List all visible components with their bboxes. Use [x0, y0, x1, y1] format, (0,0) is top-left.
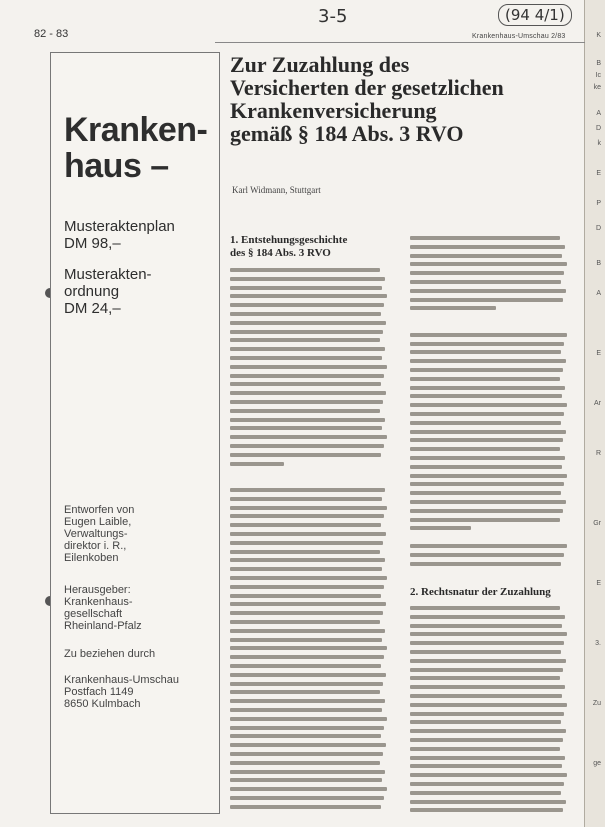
illegible-text-line — [230, 286, 382, 290]
illegible-text-line — [410, 430, 566, 434]
illegible-text-line — [410, 236, 560, 240]
illegible-text-line — [410, 615, 565, 619]
handwritten-stamp: (94 4/1) — [498, 4, 572, 26]
illegible-text-line — [230, 330, 383, 334]
illegible-text-line — [230, 558, 385, 562]
illegible-text-line — [230, 594, 381, 598]
illegible-text-line — [230, 664, 381, 668]
section-heading-2: 2. Rechtsnatur der Zuzahlung — [410, 586, 551, 598]
illegible-text-line — [230, 717, 387, 721]
illegible-text-line — [410, 386, 565, 390]
illegible-text-line — [410, 694, 562, 698]
illegible-text-line — [410, 368, 563, 372]
illegible-text-line — [410, 377, 560, 381]
illegible-text-line — [230, 743, 386, 747]
illegible-text-line — [410, 438, 563, 442]
illegible-text-line — [410, 808, 563, 812]
illegible-text-line — [230, 462, 284, 466]
illegible-text-line — [410, 606, 560, 610]
illegible-text-line — [410, 668, 563, 672]
illegible-text-line — [410, 245, 565, 249]
illegible-text-line — [230, 321, 386, 325]
running-head: Krankenhaus-Umschau 2/83 — [472, 33, 566, 40]
illegible-text-line — [410, 456, 565, 460]
illegible-text-line — [410, 509, 563, 513]
illegible-text-line — [410, 624, 562, 628]
illegible-text-line — [410, 526, 471, 530]
illegible-text-line — [410, 676, 560, 680]
illegible-text-line — [230, 435, 387, 439]
section-heading-1: 1. Entstehungsgeschichte des § 184 Abs. 3 RVO — [230, 234, 348, 259]
illegible-text-line — [230, 620, 380, 624]
illegible-text-line — [410, 412, 564, 416]
illegible-text-line — [230, 690, 380, 694]
illegible-text-line — [410, 280, 561, 284]
illegible-text-line — [230, 646, 387, 650]
illegible-text-line — [410, 773, 567, 777]
illegible-text-line — [230, 338, 380, 342]
ad-offer-plan: Musteraktenplan DM 98,– — [64, 218, 175, 252]
illegible-text-line — [230, 488, 385, 492]
illegible-text-line — [410, 254, 562, 258]
illegible-text-line — [230, 682, 383, 686]
illegible-text-line — [410, 465, 562, 469]
illegible-text-line — [410, 350, 561, 354]
illegible-text-line — [230, 778, 382, 782]
illegible-text-line — [410, 729, 566, 733]
illegible-text-line — [410, 800, 566, 804]
illegible-text-line — [230, 391, 386, 395]
illegible-text-line — [230, 770, 385, 774]
illegible-text-line — [410, 421, 561, 425]
illegible-text-line — [410, 782, 564, 786]
illegible-text-line — [410, 359, 566, 363]
illegible-text-line — [410, 562, 561, 566]
illegible-text-line — [410, 394, 562, 398]
illegible-text-line — [410, 632, 567, 636]
illegible-text-line — [230, 611, 383, 615]
illegible-text-line — [410, 747, 560, 751]
illegible-text-line — [230, 347, 385, 351]
illegible-text-line — [410, 518, 560, 522]
illegible-text-line — [230, 673, 386, 677]
illegible-text-line — [410, 764, 562, 768]
illegible-text-line — [230, 699, 385, 703]
illegible-text-line — [230, 312, 381, 316]
illegible-text-line — [230, 752, 383, 756]
handwritten-note: 3-5 — [318, 6, 348, 27]
illegible-text-line — [410, 342, 564, 346]
illegible-text-line — [230, 374, 384, 378]
illegible-text-line — [230, 426, 382, 430]
illegible-text-line — [410, 712, 564, 716]
illegible-text-line — [230, 550, 380, 554]
illegible-text-line — [410, 720, 561, 724]
handwritten-page-ref: 82 - 83 — [34, 28, 69, 40]
illegible-text-line — [230, 602, 386, 606]
adjacent-page-edge: K B Ic ke A D k E P D B A E Ar R Gr E 3. Zu ge — [584, 0, 605, 827]
ad-address: Krankenhaus-Umschau Postfach 1149 8650 Kulmbach — [64, 674, 179, 710]
article-title: Zur Zuzahlung des Versicherten der gesetzlichen Krankenversicherung gemäß § 184 Abs. 3 RVO — [230, 52, 504, 146]
ad-offer-order: Musterakten- ordnung DM 24,– — [64, 266, 152, 317]
illegible-text-line — [410, 491, 561, 495]
illegible-text-line — [230, 655, 384, 659]
illegible-text-line — [410, 703, 567, 707]
illegible-text-line — [230, 268, 380, 272]
article-column-1 — [230, 268, 388, 816]
article-column-2-top — [410, 236, 568, 572]
illegible-text-line — [410, 659, 566, 663]
illegible-text-line — [230, 514, 384, 518]
illegible-text-line — [230, 356, 382, 360]
illegible-text-line — [230, 277, 385, 281]
illegible-text-line — [230, 365, 387, 369]
article-column-2-bottom — [410, 606, 568, 816]
illegible-text-line — [410, 500, 566, 504]
illegible-text-line — [230, 294, 387, 298]
illegible-text-line — [410, 641, 564, 645]
ad-publisher: Herausgeber: Krankenhaus- gesellschaft Rheinland-Pfalz — [64, 584, 142, 632]
illegible-text-line — [230, 453, 381, 457]
illegible-text-line — [410, 289, 566, 293]
illegible-text-line — [410, 306, 496, 310]
illegible-text-line — [230, 585, 384, 589]
illegible-text-line — [230, 708, 382, 712]
article-author: Karl Widmann, Stuttgart — [232, 185, 321, 195]
illegible-text-line — [410, 403, 567, 407]
header-rule — [215, 42, 585, 43]
illegible-text-line — [410, 791, 561, 795]
illegible-text-line — [410, 271, 564, 275]
illegible-text-line — [410, 298, 563, 302]
illegible-text-line — [410, 738, 563, 742]
illegible-text-line — [230, 576, 387, 580]
illegible-text-line — [410, 262, 567, 266]
illegible-text-line — [410, 685, 565, 689]
illegible-text-line — [410, 756, 565, 760]
illegible-text-line — [230, 787, 387, 791]
illegible-text-line — [230, 532, 386, 536]
illegible-text-line — [230, 638, 382, 642]
illegible-text-line — [230, 541, 383, 545]
illegible-text-line — [230, 444, 384, 448]
illegible-text-line — [410, 482, 564, 486]
illegible-text-line — [410, 474, 567, 478]
illegible-text-line — [230, 629, 385, 633]
illegible-text-line — [230, 400, 383, 404]
illegible-text-line — [230, 497, 382, 501]
illegible-text-line — [230, 734, 381, 738]
illegible-text-line — [410, 650, 561, 654]
illegible-text-line — [230, 506, 387, 510]
illegible-text-line — [230, 796, 384, 800]
ad-designed-by: Entworfen von Eugen Laible, Verwaltungs- direktor i. R., Eilenkoben — [64, 504, 135, 564]
ad-order-from: Zu beziehen durch — [64, 648, 156, 660]
illegible-text-line — [230, 303, 384, 307]
illegible-text-line — [410, 553, 564, 557]
illegible-text-line — [230, 726, 384, 730]
illegible-text-line — [230, 523, 381, 527]
illegible-text-line — [410, 333, 567, 337]
illegible-text-line — [410, 447, 560, 451]
illegible-text-line — [230, 567, 382, 571]
illegible-text-line — [230, 761, 380, 765]
illegible-text-line — [230, 418, 385, 422]
illegible-text-line — [230, 805, 381, 809]
ad-title: Kranken- haus – — [64, 111, 208, 185]
illegible-text-line — [410, 544, 567, 548]
illegible-text-line — [230, 382, 381, 386]
illegible-text-line — [230, 409, 380, 413]
